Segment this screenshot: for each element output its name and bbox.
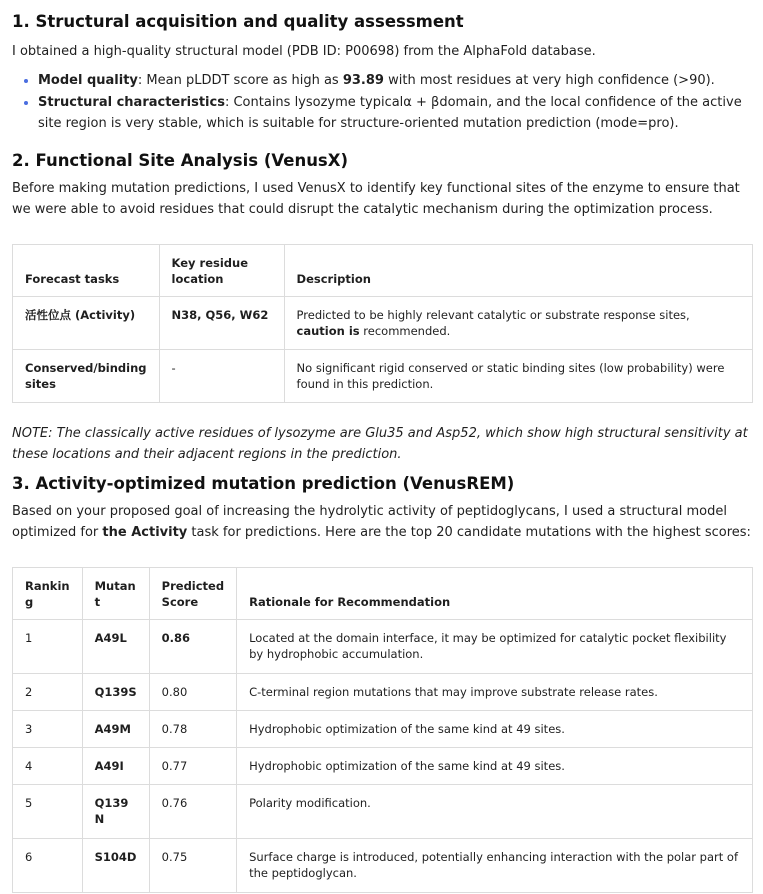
section-1-bullets [12,70,753,134]
cell-mutant: S104D [82,839,149,893]
cell-rationale: Surface charge is introduced, potentially enhancing interaction with the polar part of the peptidoglycan. [237,839,753,893]
table-row [13,748,753,785]
mutation-table [12,567,753,893]
table-row [13,620,753,674]
cell-rank: 2 [13,674,83,711]
cell-rank: 6 [13,839,83,893]
header-predicted-score: Predicted Score [149,568,236,620]
section-1-title: 1. Structural acquisition and quality assessment [12,12,464,31]
cell-rank: 4 [13,748,83,785]
bullet-model-quality [38,70,753,91]
cell-score: 0.76 [149,785,236,839]
cell-mutant: Q139 N [82,785,149,839]
intro-bold: the Activity [102,525,188,540]
lysozyme-note: NOTE: The classically active residues of lysozyme are Glu35 and Asp52, which show high structural sensitivity at these locations and their adjacent regions in the prediction. [12,426,748,462]
cell-score: 0.77 [149,748,236,785]
cell-score: 0.86 [149,620,236,674]
table-row [13,785,753,839]
header-rationale: Rationale for Recommendation [237,568,753,620]
cell-location: - [159,350,284,403]
section-3-intro [12,501,753,543]
header-description: Description [284,245,752,297]
section-3-title: 3. Activity-optimized mutation prediction (VenusREM) [12,474,515,493]
bullet-text: : Contains lysozyme typicalα + βdomain, and the local confidence of the active site region is very stable, which is suitable for structure-oriented mutation prediction (mode=pro). [38,95,742,131]
cell-rationale: Polarity modification. [237,785,753,839]
header-mutant: Mutan t [82,568,149,620]
intro-text: task for predictions. Here are the top 20 candidate mutations with the highest scores: [187,525,751,540]
functional-site-table [12,244,753,403]
pLDDT-value: 93.89 [342,73,384,88]
table-row [13,297,753,350]
header-key-residue-location: Key residue location [159,245,284,297]
cell-score: 0.78 [149,711,236,748]
cell-rationale: Located at the domain interface, it may be optimized for catalytic pocket flexibility by hydrophobic accumulation. [237,620,753,674]
bullet-label: Model quality [38,73,138,88]
cell-score: 0.75 [149,839,236,893]
cell-location: N38, Q56, W62 [159,297,284,350]
header-forecast-tasks: Forecast tasks [13,245,160,297]
desc-bold: caution is [296,324,360,338]
desc-text: Predicted to be highly relevant catalytic or substrate response sites, [296,308,690,322]
table-row [13,839,753,893]
cell-task: Conserved/binding sites [13,350,160,403]
cell-rationale: C-terminal region mutations that may improve substrate release rates. [237,674,753,711]
table-row [13,674,753,711]
table-row [13,350,753,403]
section-1-intro: I obtained a high-quality structural model (PDB ID: P00698) from the AlphaFold database. [12,44,596,59]
bullet-text: : Mean pLDDT score as high as [137,73,343,88]
table-row [13,711,753,748]
cell-rationale: Hydrophobic optimization of the same kind at 49 sites. [237,748,753,785]
desc-text: recommended. [359,324,451,338]
cell-mutant: A49M [82,711,149,748]
section-2-intro: Before making mutation predictions, I used VenusX to identify key functional sites of the enzyme to ensure that we were able to avoid residues that could disrupt the catalytic mechanism during the optimization process. [12,181,740,217]
table-header-row [13,568,753,620]
cell-score: 0.80 [149,674,236,711]
bullet-text: with most residues at very high confidence (>90). [383,73,715,88]
cell-rank: 5 [13,785,83,839]
cell-rationale: Hydrophobic optimization of the same kind at 49 sites. [237,711,753,748]
cell-task: 活性位点 (Activity) [13,297,160,350]
bullet-structural-characteristics [38,92,753,134]
cell-mutant: A49I [82,748,149,785]
bullet-label: Structural characteristics [38,95,225,110]
cell-description [284,297,752,350]
cell-mutant: A49L [82,620,149,674]
cell-rank: 1 [13,620,83,674]
cell-description: No significant rigid conserved or static binding sites (low probability) were found in this prediction. [284,350,752,403]
intro-text: Based on your proposed goal of increasing the hydrolytic activity of peptidoglycans, I used a structural model optimized for [12,504,727,540]
section-2-title: 2. Functional Site Analysis (VenusX) [12,151,349,170]
cell-rank: 3 [13,711,83,748]
cell-mutant: Q139S [82,674,149,711]
table-header-row [13,245,753,297]
header-ranking: Rankin g [13,568,83,620]
